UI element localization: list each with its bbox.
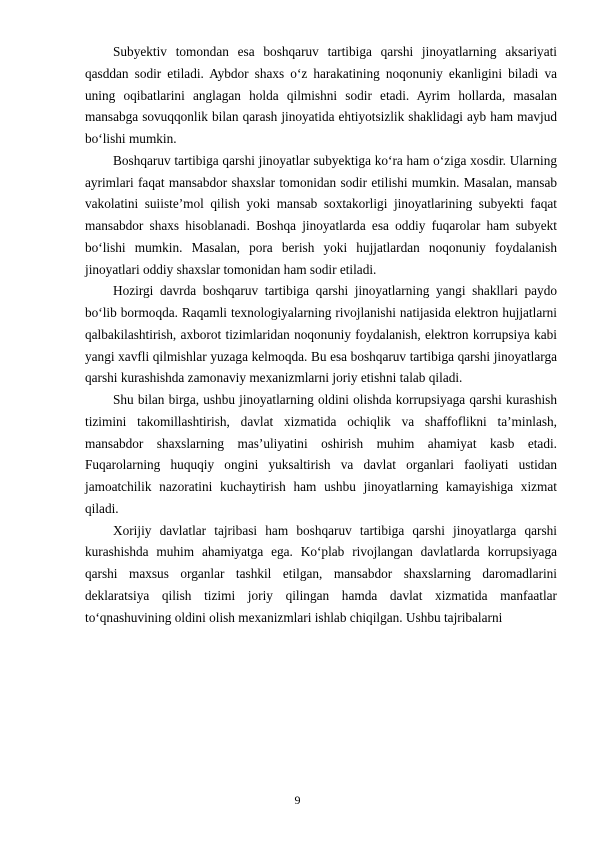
paragraph-new-forms: Hozirgi davrda boshqaruv tartibiga qarshi jinoyatlarning yangi shakllari paydo bo‘lib bormoqda. Raqamli texnologiyalarning rivojlanishi natijasida elektron hujjatlarni qalbakilashtirish, axborot tizimlaridan noqonuniy foydalanish, elektron korrupsiya kabi yangi xavfli qilmishlar yuzaga kelmoqda. Bu esa boshqaruv tartibiga qarshi jinoyatlarga qarshi kurashishda zamonaviy mexanizmlarni joriy etishni talab qiladi. (85, 283, 557, 386)
paragraph-foreign-experience: Xorijiy davlatlar tajribasi ham boshqaruv tartibiga qarshi jinoyatlarga qarshi kurashishda muhim ahamiyatga ega. Ko‘plab rivojlangan davlatlarda korrupsiyaga qarshi maxsus organlar tashkil etilgan, mansabdor shaxslarning daromadlarini deklaratsiya qilish tizimi joriy qilingan hamda davlat xizmatida manfaatlar to‘qnashuvining oldini olish mexanizmlari ishlab chiqilgan. Ushbu tajribalarni (85, 522, 557, 625)
page-number: 9 (294, 793, 301, 807)
paragraph-prevention: Shu bilan birga, ushbu jinoyatlarning oldini olishda korrupsiyaga qarshi kurashish tizimini takomillashtirish, davlat xizmatida ochiqlik va shaffoflikni ta’minlash, mansabdor shaxslarning mas’uliyatini oshirish muhim ahamiyat kasb etadi. Fuqarolarning huquqiy ongini yuksaltirish va davlat organlari faoliyati ustidan jamoatchilik nazoratini kuchaytirish ham ushbu jinoyatlarning kamayishiga xizmat qiladi. (85, 392, 557, 516)
paragraph-subject: Boshqaruv tartibiga qarshi jinoyatlar subyektiga ko‘ra ham o‘ziga xosdir. Ularning ayrimlari faqat mansabdor shaxslar tomonidan sodir etilishi mumkin. Masalan, mansab vakolatini suiiste’mol qilish yoki mansab soxtakorligi jinoyatlarining subyekti faqat mansabdor shaxs hisoblanadi. Boshqa jinoyatlarda esa oddiy fuqarolar ham subyekt bo‘lishi mumkin. Masalan, pora berish yoki hujjatlardan noqonuniy foydalanish jinoyatlari oddiy shaxslar tomonidan ham sodir etiladi. (85, 152, 557, 277)
document-body (85, 41, 557, 628)
paragraph-subjective-side: Subyektiv tomondan esa boshqaruv tartibiga qarshi jinoyatlarning aksariyati qasddan sodir etiladi. Aybdor shaxs o‘z harakatining noqonuniy ekanligini biladi va uning oqibatlarini anglagan holda qilmishni sodir etadi. Ayrim hollarda, masalan mansabga sovuqqonlik bilan qarash jinoyatida ehtiyotsizlik shaklidagi ayb ham mavjud bo‘lishi mumkin. (85, 44, 557, 146)
